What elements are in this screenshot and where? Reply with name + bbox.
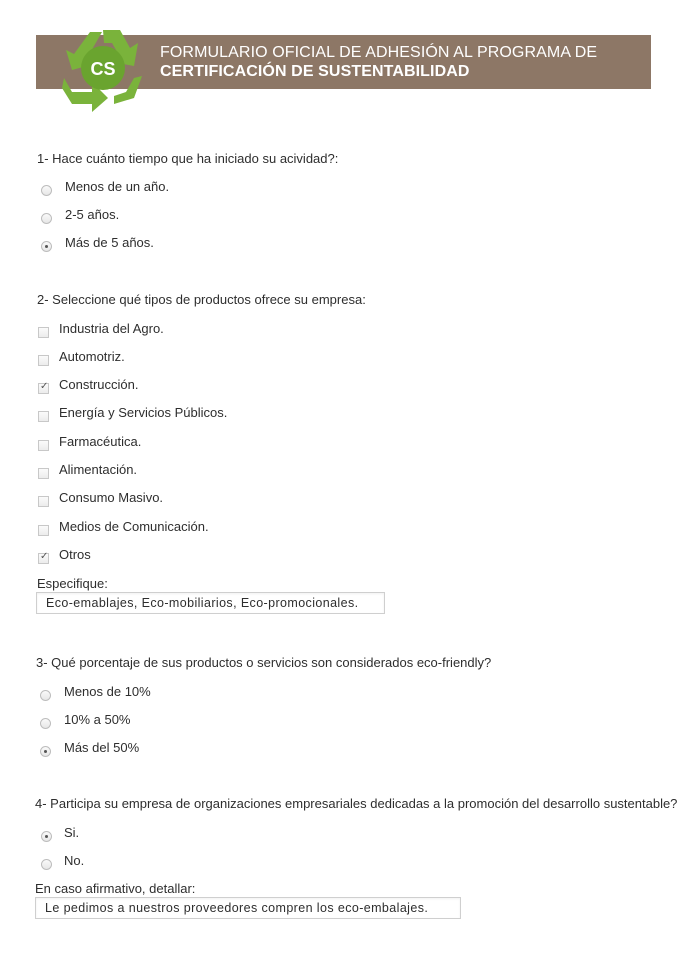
question-3: 3- Qué porcentaje de sus productos o servicios son considerados eco-friendly? — [36, 655, 492, 670]
question-2: 2- Seleccione qué tipos de productos ofrece su empresa: — [37, 292, 366, 307]
radio-button[interactable] — [40, 718, 51, 729]
detail-input[interactable]: Le pedimos a nuestros proveedores compren los eco-embalajes. — [35, 897, 461, 919]
option-label: No. — [64, 853, 85, 868]
option-label: Si. — [64, 825, 80, 840]
option-label: Más del 50% — [64, 740, 140, 755]
checkbox[interactable] — [38, 496, 49, 507]
option-label: Menos de 10% — [64, 684, 151, 699]
logo-text: CS — [90, 59, 116, 79]
option-label: Alimentación. — [59, 462, 138, 477]
option-label: Automotriz. — [59, 349, 125, 364]
detail-label: En caso afirmativo, detallar: — [35, 881, 196, 896]
checkbox[interactable] — [38, 327, 49, 338]
radio-button-selected[interactable] — [41, 831, 52, 842]
recycle-logo-icon — [58, 26, 148, 112]
option-label: Energía y Servicios Públicos. — [59, 405, 228, 420]
radio-button-selected[interactable] — [40, 746, 51, 757]
checkbox-checked[interactable] — [38, 383, 49, 394]
title-line-2: CERTIFICACIÓN DE SUSTENTABILIDAD — [160, 63, 470, 80]
option-label: Otros — [59, 547, 91, 562]
option-label: Industria del Agro. — [59, 321, 164, 336]
checkbox[interactable] — [38, 440, 49, 451]
radio-button-selected[interactable] — [41, 241, 52, 252]
radio-button[interactable] — [41, 213, 52, 224]
specify-label: Especifique: — [37, 576, 108, 591]
option-label: Más de 5 años. — [65, 235, 154, 250]
question-1: 1- Hace cuánto tiempo que ha iniciado su acividad?: — [37, 151, 339, 166]
checkbox[interactable] — [38, 525, 49, 536]
checkbox-checked[interactable] — [38, 553, 49, 564]
option-label: Menos de un año. — [65, 179, 170, 194]
option-label: Farmacéutica. — [59, 434, 142, 449]
option-label: 10% a 50% — [64, 712, 131, 727]
checkbox[interactable] — [38, 355, 49, 366]
radio-button[interactable] — [41, 185, 52, 196]
option-label: Consumo Masivo. — [59, 490, 164, 505]
radio-button[interactable] — [41, 859, 52, 870]
page-title — [160, 43, 597, 81]
option-label: 2-5 años. — [65, 207, 120, 222]
option-label: Construcción. — [59, 377, 139, 392]
checkbox[interactable] — [38, 468, 49, 479]
title-line-1: FORMULARIO OFICIAL DE ADHESIÓN AL PROGRAMA DE — [160, 44, 598, 61]
question-4: 4- Participa su empresa de organizaciones empresariales dedicadas a la promoción del desarrollo sustentable? — [35, 796, 678, 811]
checkbox[interactable] — [38, 411, 49, 422]
option-label: Medios de Comunicación. — [59, 519, 209, 534]
radio-button[interactable] — [40, 690, 51, 701]
specify-input[interactable]: Eco-emablajes, Eco-mobiliarios, Eco-promocionales. — [36, 592, 385, 614]
